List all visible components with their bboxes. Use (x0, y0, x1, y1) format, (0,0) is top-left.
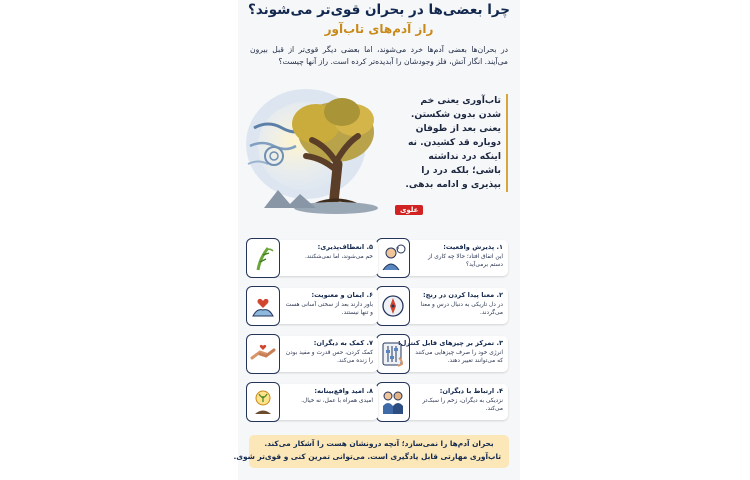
intro-paragraph: در بحران‌ها بعضی آدم‌ها خرد می‌شوند، اما بعضی دیگر قوی‌تر از قبل بیرون می‌آیند. انگار آتش، فلز وجودشان را آبدیده‌تر کرده است. راز آنها چیست؟ (250, 45, 508, 66)
card-description: کمک کردن، حس قدرت و مفید بودن را زنده می‌کند. (285, 350, 373, 364)
hands-heart-icon (246, 286, 280, 326)
card-title: ۱. پذیرش واقعیت: (443, 243, 503, 251)
card-description: این اتفاق افتاد؛ حالا چه کاری از دستم برمی‌آید؟ (427, 254, 503, 268)
card-description: خم می‌شوند، اما نمی‌شکنند. (304, 254, 373, 260)
card-connection (380, 384, 508, 420)
card-title: ۳. تمرکز بر چیزهای قابل کنترل: (398, 339, 503, 347)
page-subtitle: راز آدم‌های تاب‌آور (324, 22, 434, 36)
page-title: چرا بعضی‌ها در بحران قوی‌تر می‌شوند؟ (248, 2, 510, 18)
card-title: ۶. ایمان و معنویت: (311, 291, 373, 299)
card-faith (250, 288, 378, 324)
lightbulb-plant-icon (246, 382, 280, 422)
footer-banner (233, 435, 509, 468)
infographic-poster (233, 0, 520, 480)
card-title: ۵. انعطاف‌پذیری: (317, 243, 373, 251)
card-flexibility (250, 240, 378, 276)
card-description: در دل تاریکی به دنبال درس و معنا می‌گردند. (420, 302, 503, 316)
card-helping-others (250, 336, 378, 372)
footer-line-1: بحران آدم‌ها را نمی‌سازد؛ آنچه درونشان هست را آشکار می‌کند. (264, 439, 494, 448)
card-title: ۴. ارتباط با دیگران: (439, 387, 503, 395)
card-description: انرژی خود را صرف چیزهایی می‌کنند که می‌توانند تغییر دهند. (415, 350, 503, 364)
bamboo-icon (246, 238, 280, 278)
card-title: ۷. کمک به دیگران: (313, 339, 373, 347)
svg-text:?: ? (396, 246, 400, 254)
card-description: امیدی همراه با عمل، نه خیال. (301, 398, 373, 404)
footer-line-2: تاب‌آوری مهارتی قابل یادگیری است. می‌توانی تمرین کنی و قوی‌تر شوی. (233, 452, 501, 461)
card-focus-control (380, 336, 508, 372)
card-title: ۲. معنا پیدا کردن در رنج: (422, 291, 503, 299)
people-icon (376, 382, 410, 422)
resilience-quote: تاب‌آوری یعنی خم شدن بدون شکستن. یعنی بعد از طوفان دوباره قد کشیدن. نه اینکه درد نداشته باشی؛ بلکه درد را بپذیری و ادامه بدهی. (397, 94, 508, 192)
compass-icon (376, 286, 410, 326)
card-title: ۸. امید واقع‌بینانه: (314, 387, 373, 395)
brand-logo: علوی (395, 205, 423, 215)
helping-hands-icon (246, 334, 280, 374)
card-description: نزدیکی به دیگران، زخم را سبک‌تر می‌کند. (422, 398, 503, 412)
card-meaning (380, 288, 508, 324)
card-realistic-hope (250, 384, 378, 420)
person-question-icon (376, 238, 410, 278)
card-description: باور دارند بعد از سختی آسانی هست و تنها نیستند. (285, 302, 373, 316)
card-acceptance (380, 240, 508, 276)
